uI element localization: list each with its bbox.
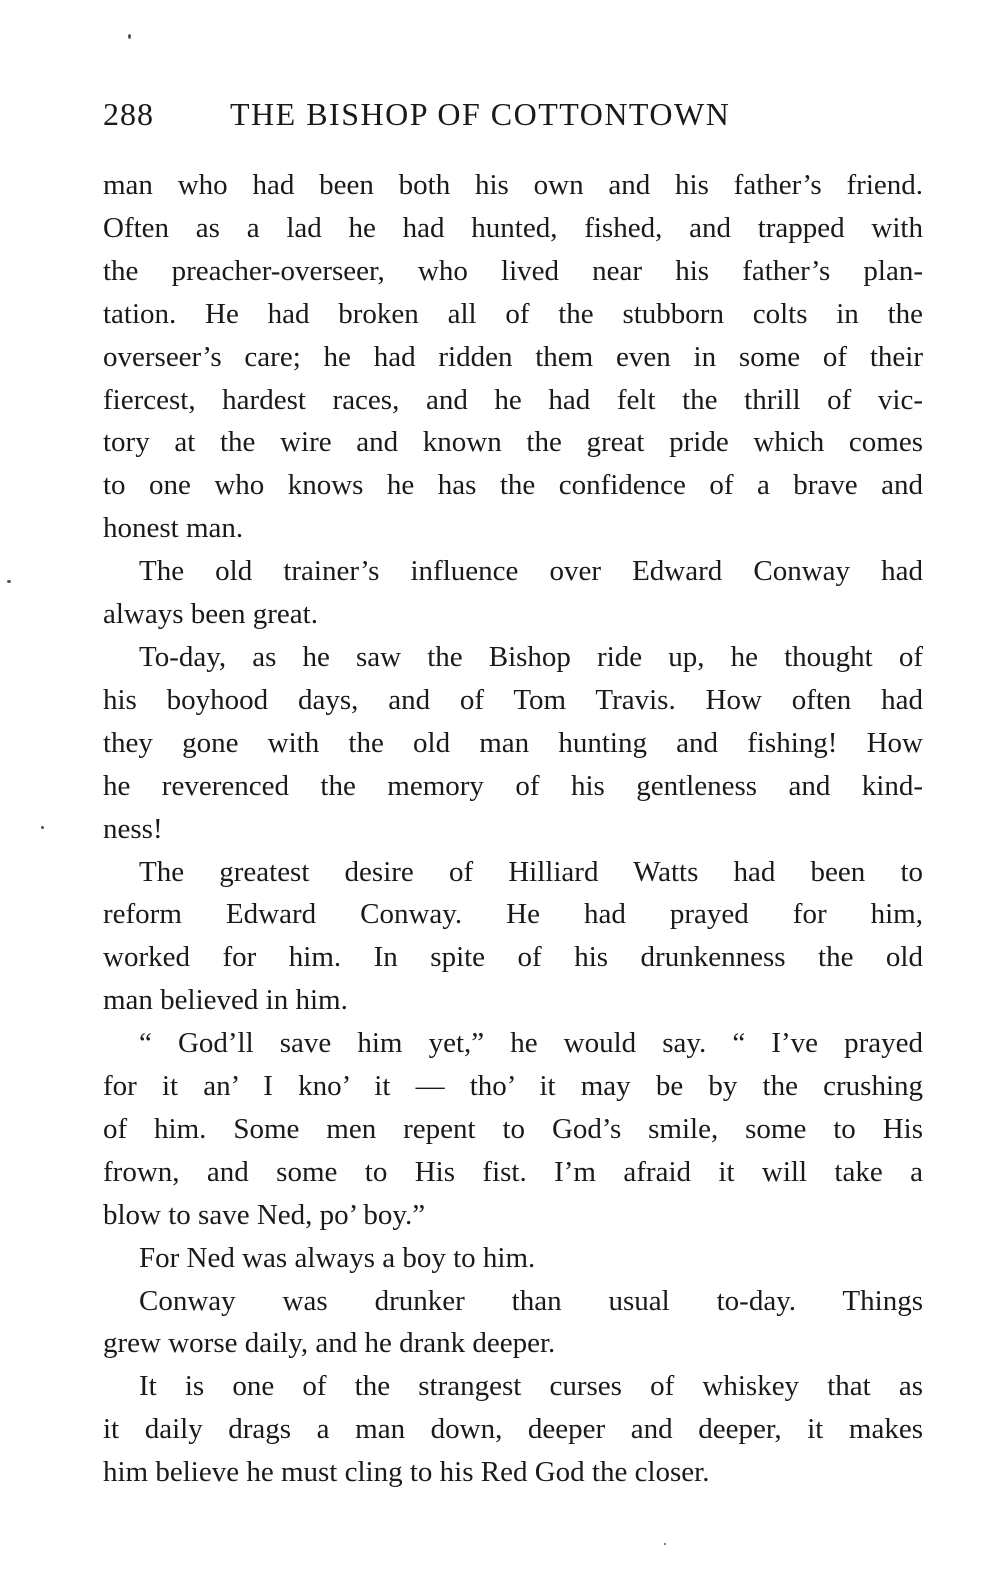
text-line: he reverenced the memory of his gentleness and kind-	[103, 769, 923, 802]
text-line: overseer’s care; he had ridden them even in some of their	[103, 340, 923, 373]
text-line: reform Edward Conway. He had prayed for him,	[103, 898, 923, 931]
paragraph	[103, 636, 923, 851]
running-header	[103, 96, 923, 146]
text-line: worked for him. In spite of his drunkenness the old	[103, 941, 923, 974]
text-line: For Ned was always a boy to him.	[139, 1241, 536, 1274]
text-line: The old trainer’s influence over Edward Conway had	[139, 555, 923, 588]
page-number: 288	[103, 96, 154, 132]
paragraph	[103, 1022, 923, 1237]
text-line: they gone with the old man hunting and fishing! How	[103, 726, 923, 759]
text-line: tation. He had broken all of the stubborn colts in the	[103, 297, 923, 330]
paragraph	[103, 550, 923, 636]
scan-speck	[7, 580, 11, 583]
paragraph	[103, 1280, 923, 1366]
paragraph	[103, 851, 923, 1023]
text-line: fiercest, hardest races, and he had felt the thrill of vic-	[103, 383, 923, 416]
text-line: frown, and some to His fist. I’m afraid it will take a	[103, 1155, 923, 1188]
text-line: To-day, as he saw the Bishop ride up, he thought of	[139, 640, 923, 673]
scan-speck	[41, 826, 44, 829]
text-line: him believe he must cling to his Red God the closer.	[103, 1456, 710, 1489]
text-line: man believed in him.	[103, 984, 348, 1017]
paragraph	[103, 164, 923, 550]
text-line: for it an’ I kno’ it — tho’ it may be by the crushing	[103, 1070, 923, 1103]
text-line: blow to save Ned, po’ boy.”	[103, 1198, 426, 1231]
text-line: It is one of the strangest curses of whiskey that as	[139, 1370, 923, 1403]
text-line: The greatest desire of Hilliard Watts had been to	[139, 855, 923, 888]
paragraph	[103, 1365, 923, 1494]
text-line: of him. Some men repent to God’s smile, some to His	[103, 1112, 923, 1145]
text-line: Conway was drunker than usual to-day. Things	[139, 1284, 923, 1317]
text-line: grew worse daily, and he drank deeper.	[103, 1327, 556, 1360]
text-line: to one who knows he has the confidence of a brave and	[103, 469, 923, 502]
running-title: THE BISHOP OF COTTONTOWN	[230, 96, 731, 132]
scan-speck	[128, 34, 131, 39]
text-line: honest man.	[103, 512, 244, 545]
text-line: tory at the wire and known the great pride which comes	[103, 426, 923, 459]
text-line: man who had been both his own and his father’s friend.	[103, 169, 923, 201]
text-line: always been great.	[103, 598, 318, 631]
text-line: his boyhood days, and of Tom Travis. How often had	[103, 683, 923, 716]
text-line: “ God’ll save him yet,” he would say. “ I’ve prayed	[139, 1027, 923, 1060]
body-text	[103, 164, 923, 1494]
text-line: it daily drags a man down, deeper and deeper, it makes	[103, 1413, 923, 1446]
text-line: the preacher-overseer, who lived near his father’s plan-	[103, 254, 923, 287]
text-line: ness!	[103, 812, 163, 845]
text-line: Often as a lad he had hunted, fished, and trapped with	[103, 211, 923, 244]
paragraph	[103, 1237, 923, 1280]
scan-speck	[664, 1543, 666, 1545]
